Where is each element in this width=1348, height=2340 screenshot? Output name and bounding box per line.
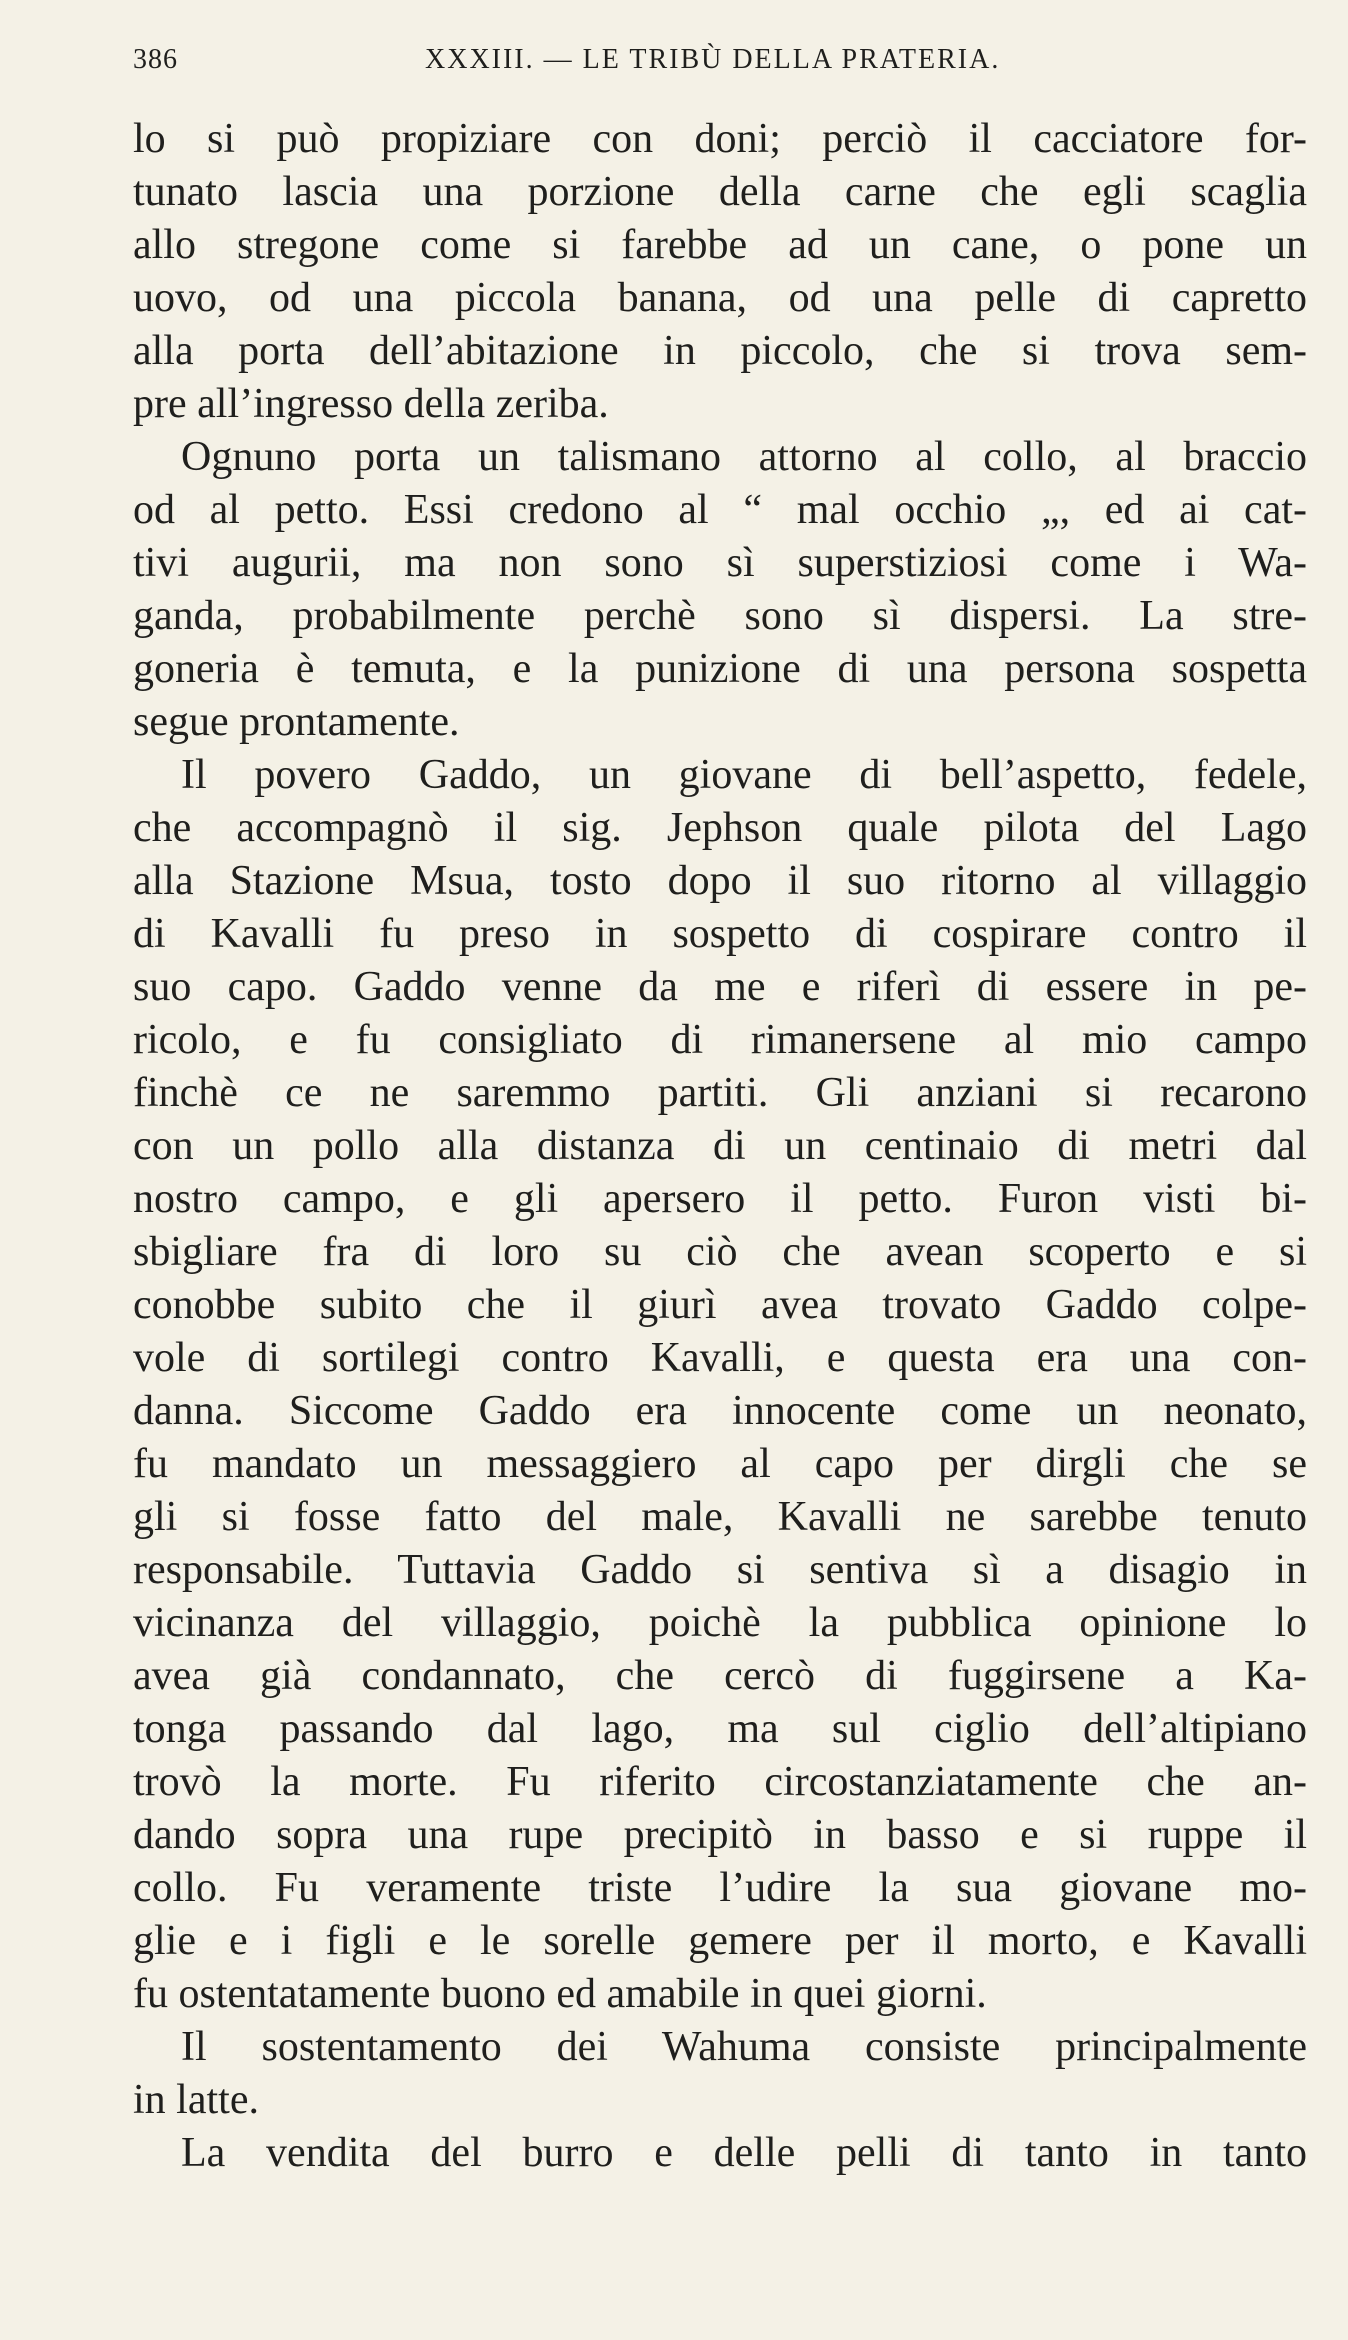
paragraph-start: Ognuno porta un talismano attorno al collo, al braccio	[181, 434, 1307, 480]
text-line: tonga passando dal lago, ma sul ciglio dell’altipiano	[133, 1706, 1307, 1752]
text-line: glie e i figli e le sorelle gemere per il morto, e Kavalli	[133, 1918, 1307, 1964]
text-line: finchè ce ne saremmo partiti. Gli anziani si recarono	[133, 1070, 1307, 1116]
text-line: alla Stazione Msua, tosto dopo il suo ritorno al villaggio	[133, 858, 1307, 904]
text-line: suo capo. Gaddo venne da me e riferì di essere in pe-	[133, 964, 1307, 1010]
text-line: fu mandato un messaggiero al capo per dirgli che se	[133, 1441, 1307, 1487]
text-line: tivi augurii, ma non sono sì superstiziosi come i Wa-	[133, 540, 1307, 586]
text-line: tunato lascia una porzione della carne che egli scaglia	[133, 169, 1307, 215]
text-line: gli si fosse fatto del male, Kavalli ne sarebbe tenuto	[133, 1494, 1307, 1540]
body-text	[133, 113, 1307, 2180]
text-line: che accompagnò il sig. Jephson quale pilota del Lago	[133, 805, 1307, 851]
text-line: con un pollo alla distanza di un centinaio di metri dal	[133, 1123, 1307, 1169]
text-line: pre all’ingresso della zeriba.	[133, 381, 609, 427]
text-line: od al petto. Essi credono al “ mal occhio „, ed ai cat-	[133, 487, 1307, 533]
text-line: ganda, probabilmente perchè sono sì dispersi. La stre-	[133, 593, 1307, 639]
running-title: XXXIII. — LE TRIBÙ DELLA PRATERIA.	[425, 44, 1001, 75]
text-line: ricolo, e fu consigliato di rimanersene al mio campo	[133, 1017, 1307, 1063]
text-line: danna. Siccome Gaddo era innocente come un neonato,	[133, 1388, 1307, 1434]
text-line: segue prontamente.	[133, 699, 460, 745]
text-line: allo stregone come si farebbe ad un cane, o pone un	[133, 222, 1307, 268]
text-line: alla porta dell’abitazione in piccolo, che si trova sem-	[133, 328, 1307, 374]
paragraph-start: Il sostentamento dei Wahuma consiste principalmente	[181, 2024, 1307, 2070]
text-line: uovo, od una piccola banana, od una pelle di capretto	[133, 275, 1307, 321]
text-line: in latte.	[133, 2077, 259, 2123]
text-line: lo si può propiziare con doni; perciò il cacciatore for-	[133, 116, 1307, 162]
text-line: trovò la morte. Fu riferito circostanziatamente che an-	[133, 1759, 1307, 1805]
text-line: vole di sortilegi contro Kavalli, e questa era una con-	[133, 1335, 1307, 1381]
page-number: 386	[133, 44, 178, 75]
text-line: dando sopra una rupe precipitò in basso e si ruppe il	[133, 1812, 1307, 1858]
text-line: conobbe subito che il giurì avea trovato Gaddo colpe-	[133, 1282, 1307, 1328]
text-line: collo. Fu veramente triste l’udire la sua giovane mo-	[133, 1865, 1307, 1911]
text-line: sbigliare fra di loro su ciò che avean scoperto e si	[133, 1229, 1307, 1275]
paragraph-start: Il povero Gaddo, un giovane di bell’aspetto, fedele,	[181, 752, 1307, 798]
text-line: responsabile. Tuttavia Gaddo si sentiva sì a disagio in	[133, 1547, 1307, 1593]
text-line: avea già condannato, che cercò di fuggirsene a Ka-	[133, 1653, 1307, 1699]
running-head	[133, 40, 1307, 80]
text-line: vicinanza del villaggio, poichè la pubblica opinione lo	[133, 1600, 1307, 1646]
text-line: fu ostentatamente buono ed amabile in quei giorni.	[133, 1971, 987, 2017]
paragraph-start: La vendita del burro e delle pelli di tanto in tanto	[181, 2130, 1307, 2176]
text-line: goneria è temuta, e la punizione di una persona sospetta	[133, 646, 1307, 692]
text-line: nostro campo, e gli apersero il petto. Furon visti bi-	[133, 1176, 1307, 1222]
text-line: di Kavalli fu preso in sospetto di cospirare contro il	[133, 911, 1307, 957]
